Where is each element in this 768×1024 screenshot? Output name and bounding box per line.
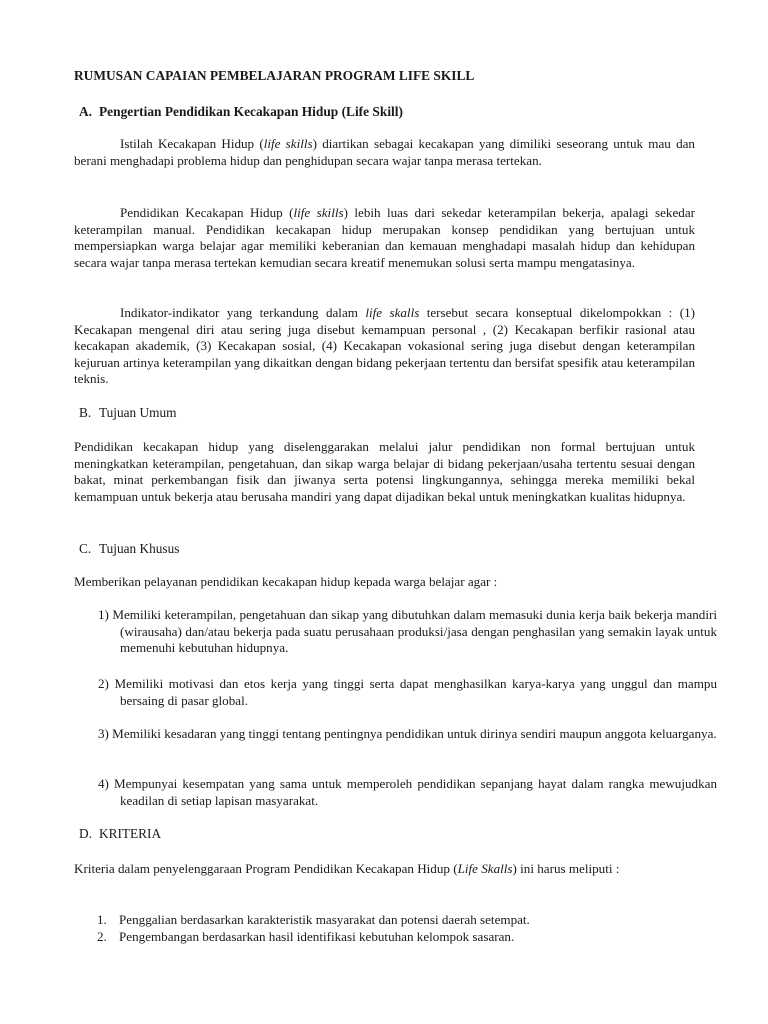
section-a-heading — [79, 104, 403, 120]
para-text: Istilah Kecakapan Hidup ( — [120, 136, 264, 151]
goal-item-4: 4) Mempunyai kesempatan yang sama untuk memperoleh pendidikan sepanjang hayat dalam rangka mewujudkan keadilan di setiap lapisan masyarakat. — [98, 776, 717, 808]
section-c-title: Tujuan Khusus — [99, 541, 180, 556]
criteria-text: Pengembangan berdasarkan hasil identifikasi kebutuhan kelompok sasaran. — [119, 929, 515, 944]
criteria-text: Penggalian berdasarkan karakteristik masyarakat dan potensi daerah setempat. — [119, 912, 530, 927]
section-a-title: Pengertian Pendidikan Kecakapan Hidup (Life Skill) — [99, 104, 403, 119]
criteria-list-item — [97, 928, 695, 945]
section-a-paragraph-1 — [74, 136, 695, 169]
criteria-number: 1. — [97, 912, 107, 927]
para-text: ) ini harus meliputi : — [512, 861, 620, 876]
para-text: ) lebih luas dari sekedar keterampilan bekerja, apalagi sekedar keterampilan manual. Pendidikan kecakapan hidup merupakan konsep pendidikan yang bertujuan untuk mempersiapkan warga belajar agar memiliki keberanian dan kemauan menghadapi masalah hidup dan kehidupan secara wajar tanpa merasa tertekan kemudian secara kreatif menemukan solusi serta mampu mengatasinya. — [74, 205, 695, 270]
para-italic: Life Skalls — [457, 861, 513, 876]
section-a-paragraph-3 — [74, 305, 695, 388]
para-italic: life skills — [293, 205, 344, 220]
para-text: tersebut secara konseptual dikelompokkan : (1) Kecakapan mengenal diri atau sering juga disebut kemampuan personal , (2) Kecakapan berfikir rasional atau kecakapan akademik, (3) Kecakapan sosial, (4) Kecakapan vokasional sering juga disebut dengan keterampilan kejuruan artinya keterampilan yang dikaitkan dengan bidang pekerjaan tertentu dan bersifat spesifik atau keterampilan teknis. — [74, 305, 695, 386]
goal-item-1: 1) Memiliki keterampilan, pengetahuan dan sikap yang dibutuhkan dalam memasuki dunia kerja baik bekerja mandiri (wirausaha) dan/atau bekerja pada suatu perusahaan produksi/jasa dengan penghasilan yang semakin layak untuk memenuhi kebutuhan hidupnya. — [98, 607, 717, 655]
section-d-heading — [79, 826, 161, 842]
section-a-letter: A. — [79, 104, 93, 119]
section-d-intro — [74, 861, 695, 878]
goal-item-3: 3) Memiliki kesadaran yang tinggi tentang pentingnya pendidikan untuk dirinya sendiri maupun anggota keluarganya. — [98, 726, 717, 741]
para-text: ) diartikan sebagai kecakapan yang dimiliki seseorang untuk mau dan berani menghadapi problema hidup dan penghidupan secara wajar tanpa merasa tertekan. — [74, 136, 695, 168]
goal-item-2: 2) Memiliki motivasi dan etos kerja yang tinggi serta dapat menghasilkan karya-karya yang unggul dan mampu bersaing di pasar global. — [98, 676, 717, 708]
section-b-title: Tujuan Umum — [99, 405, 177, 420]
section-b-heading — [79, 405, 176, 421]
para-text: Indikator-indikator yang terkandung dalam — [120, 305, 366, 320]
section-a-paragraph-2 — [74, 205, 695, 271]
criteria-list-item — [97, 911, 695, 928]
section-c-intro: Memberikan pelayanan pendidikan kecakapan hidup kepada warga belajar agar : — [74, 574, 498, 589]
para-text: Kriteria dalam penyelenggaraan Program Pendidikan Kecakapan Hidup ( — [74, 861, 458, 876]
document-title: RUMUSAN CAPAIAN PEMBELAJARAN PROGRAM LIFE SKILL — [74, 68, 475, 83]
section-d-letter: D. — [79, 826, 92, 841]
criteria-number: 2. — [97, 929, 107, 944]
para-text: Pendidikan Kecakapan Hidup ( — [120, 205, 294, 220]
section-c-letter: C. — [79, 541, 92, 556]
section-b-letter: B. — [79, 405, 92, 420]
para-italic: life skalls — [365, 305, 420, 320]
section-c-heading — [79, 541, 179, 557]
para-italic: life skills — [263, 136, 313, 151]
section-d-title: KRITERIA — [99, 826, 162, 841]
section-b-paragraph: Pendidikan kecakapan hidup yang diselenggarakan melalui jalur pendidikan non formal bertujuan untuk meningkatkan keterampilan, pengetahuan, dan sikap warga belajar di bidang pekerjaan/usaha tertentu sesuai dengan bakat, minat perkembangan fisik dan jiwanya serta potensi lingkungannya, sehingga mereka memiliki bekal kemampuan untuk bekerja atau berusaha mandiri yang dapat dijadikan bekal untuk meningkatkan kualitas hidupnya. — [74, 439, 695, 504]
